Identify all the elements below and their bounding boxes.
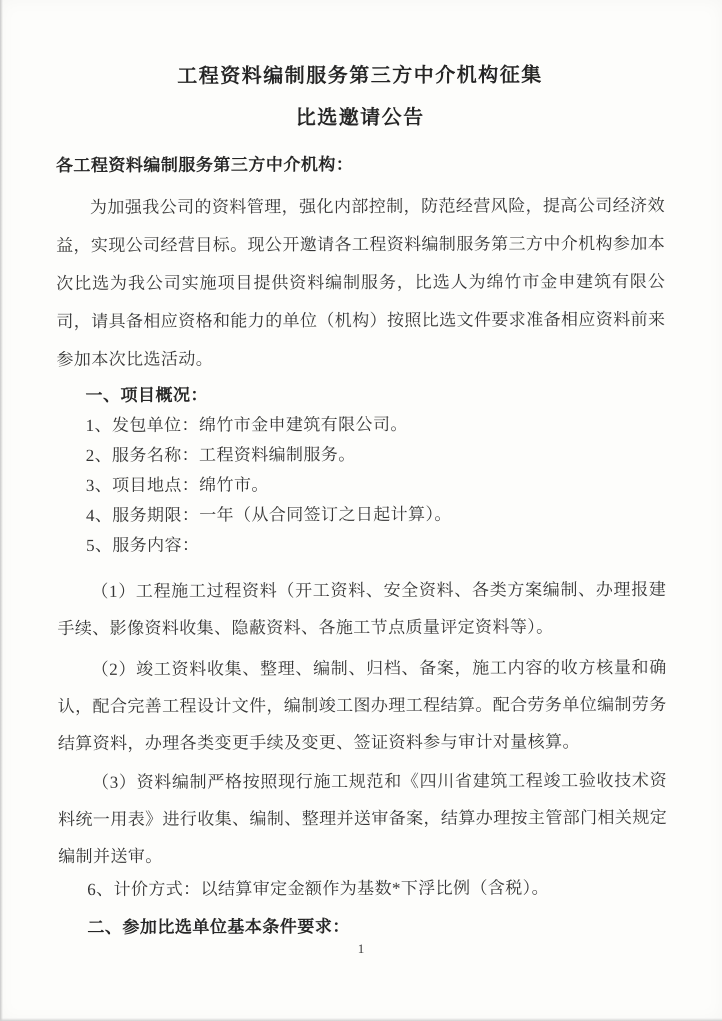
service-paragraph-1: （1）工程施工过程资料（开工资料、安全资料、各类方案编制、办理报建手续、影像资料收集、隐蔽资料、各施工节点质量评定资料等）。 bbox=[57, 579, 667, 639]
scan-edge-left bbox=[0, 0, 3, 1021]
overview-item-contractor: 1、发包单位：绵竹市金申建筑有限公司。 bbox=[85, 414, 408, 435]
overview-item-term: 4、服务期限：一年（从合同签订之日起计算）。 bbox=[85, 504, 452, 525]
document-title-line1: 工程资料编制服务第三方中介机构征集 bbox=[177, 64, 543, 88]
overview-item-content: 5、服务内容： bbox=[86, 535, 200, 555]
intro-paragraph: 为加强我公司的资料管理，强化内部控制，防范经营风险，提高公司经济效益，实现公司经营目标。现公开邀请各工程资料编制服务第三方中介机构参加本次比选为我公司实施项目提供资料编制服务，比选人为绵竹市金申建筑有限公司，请具备相应资格和能力的单位（机构）按照比选文件要求准备相应资料前来参加本次比选活动。 bbox=[56, 195, 666, 370]
document-content bbox=[55, 57, 667, 943]
overview-item-location: 3、项目地点：绵竹市。 bbox=[85, 475, 269, 495]
overview-item-service-name: 2、服务名称：工程资料编制服务。 bbox=[85, 445, 356, 465]
pricing-item: 6、计价方式：以结算审定金额作为基数*下浮比例（含税）。 bbox=[87, 878, 549, 899]
section2-heading: 二、参加比选单位基本条件要求： bbox=[87, 917, 350, 937]
document-title-line2: 比选邀请公告 bbox=[295, 106, 425, 130]
salutation: 各工程资料编制服务第三方中介机构： bbox=[55, 155, 354, 176]
page-number: 1 bbox=[357, 941, 365, 956]
service-paragraph-2: （2）竣工资料收集、整理、编制、归档、备案，施工内容的收方核量和确认，配合完善工程设计文件，编制竣工图办理工程结算。配合劳务单位编制劳务结算资料，办理各类变更手续及变更、签证资料参与审计对量核算。 bbox=[57, 657, 667, 754]
service-paragraph-3: （3）资料编制严格按照现行施工规范和《四川省建筑工程竣工验收技术资料统一用表》进行收集、编制、整理并送审备案，结算办理按主管部门相关规定编制并送审。 bbox=[58, 770, 668, 867]
section1-heading: 一、项目概况： bbox=[85, 385, 209, 405]
